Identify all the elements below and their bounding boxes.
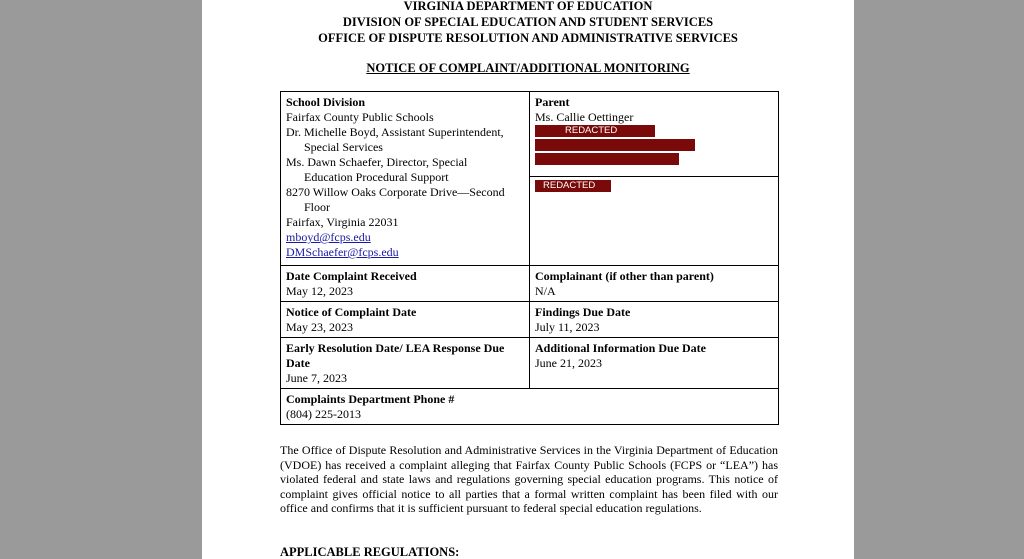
school-division-name: Fairfax County Public Schools xyxy=(286,110,434,124)
section-heading: APPLICABLE REGULATIONS: xyxy=(280,545,460,559)
school-division-cell xyxy=(281,92,530,266)
complaint-info-table xyxy=(280,91,779,425)
early-resolution-label-cont: Date xyxy=(286,356,310,370)
redaction-bar xyxy=(535,139,695,151)
findings-due-label: Findings Due Date xyxy=(535,305,631,319)
header-department: VIRGINIA DEPARTMENT OF EDUCATION xyxy=(403,0,653,13)
phone-cell xyxy=(281,389,779,425)
complainant-value: N/A xyxy=(535,284,556,298)
date-received-cell xyxy=(281,266,530,302)
contact2-line2: Education Procedural Support xyxy=(304,170,449,184)
early-resolution-value: June 7, 2023 xyxy=(286,371,347,385)
notice-date-label: Notice of Complaint Date xyxy=(286,305,417,319)
city-state-zip: Fairfax, Virginia 22031 xyxy=(286,215,399,229)
early-resolution-label: Early Resolution Date/ LEA Response Due xyxy=(286,341,505,355)
additional-info-cell xyxy=(530,338,779,389)
contact1-line2: Special Services xyxy=(304,140,383,154)
phone-label: Complaints Department Phone # xyxy=(286,392,455,406)
notice-date-cell xyxy=(281,302,530,338)
redaction-bar: REDACTED xyxy=(535,180,611,192)
address-line1: 8270 Willow Oaks Corporate Drive—Second xyxy=(286,185,505,199)
findings-due-value: July 11, 2023 xyxy=(535,320,600,334)
additional-info-label: Additional Information Due Date xyxy=(535,341,707,355)
body-paragraph: The Office of Dispute Resolution and Administrative Services in the Virginia Department of Education (VDOE) has received a complaint alleging that Fairfax County Public Schools (FCPS or “LEA”) has violated federal and state laws and regulations governing special education programs. This notice of complaint gives official notice to all parties that a formal written complaint has been filed with our office and confirms that it is sufficient pursuant to federal special education regulations. xyxy=(280,443,778,515)
header-office: OFFICE OF DISPUTE RESOLUTION AND ADMINISTRATIVE SERVICES xyxy=(318,31,738,45)
parent-redacted-cell xyxy=(530,176,779,265)
redaction-bar xyxy=(535,153,679,165)
early-resolution-cell xyxy=(281,338,530,389)
date-received-label: Date Complaint Received xyxy=(286,269,417,283)
parent-label: Parent xyxy=(535,95,570,109)
redaction-bar: REDACTED xyxy=(535,125,655,137)
findings-due-cell xyxy=(530,302,779,338)
complainant-label: Complainant (if other than parent) xyxy=(535,269,714,283)
notice-title: NOTICE OF COMPLAINT/ADDITIONAL MONITORING xyxy=(366,61,690,75)
complainant-cell xyxy=(530,266,779,302)
phone-value: (804) 225-2013 xyxy=(286,407,361,421)
parent-cell xyxy=(530,92,779,177)
email-link-schaefer[interactable]: DMSchaefer@fcps.edu xyxy=(286,245,399,259)
additional-info-value: June 21, 2023 xyxy=(535,356,602,370)
school-division-label: School Division xyxy=(286,95,366,109)
email-link-boyd[interactable]: mboyd@fcps.edu xyxy=(286,230,371,244)
document-page xyxy=(202,0,854,559)
address-line2: Floor xyxy=(304,200,331,214)
parent-name: Ms. Callie Oettinger xyxy=(535,110,634,124)
header-division: DIVISION OF SPECIAL EDUCATION AND STUDENT SERVICES xyxy=(342,15,714,29)
notice-date-value: May 23, 2023 xyxy=(286,320,353,334)
contact1-line1: Dr. Michelle Boyd, Assistant Superintendent, xyxy=(286,125,504,139)
contact2-line1: Ms. Dawn Schaefer, Director, Special xyxy=(286,155,468,169)
date-received-value: May 12, 2023 xyxy=(286,284,353,298)
